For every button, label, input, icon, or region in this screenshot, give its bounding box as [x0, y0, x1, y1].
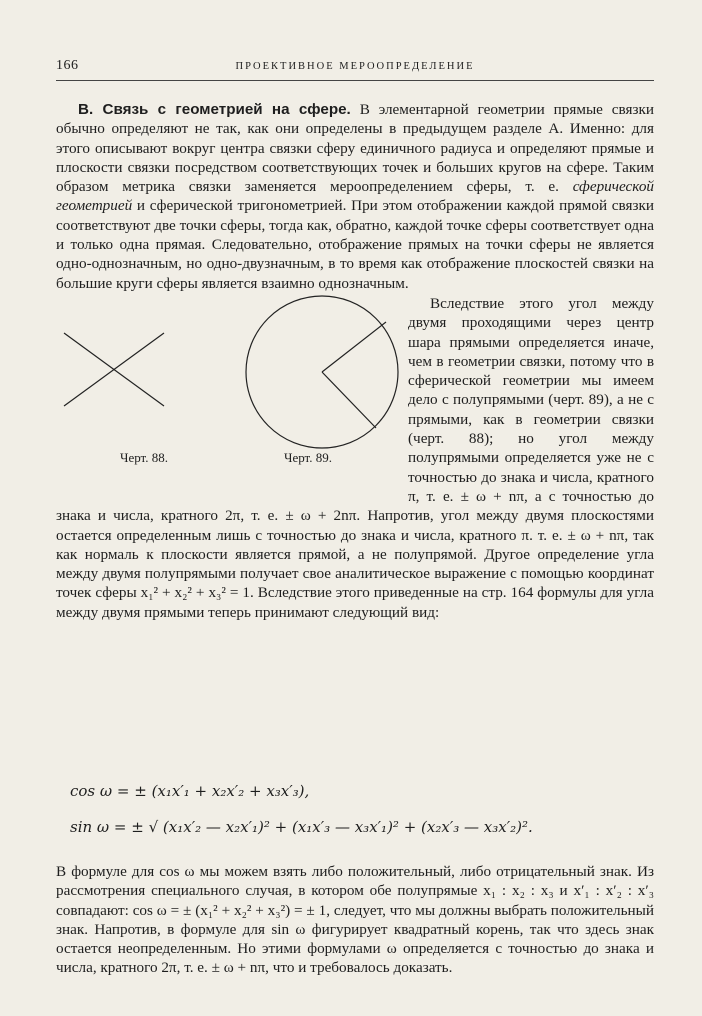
header-rule — [56, 80, 654, 81]
page-header — [56, 58, 654, 74]
caption-89: Черт. 89. — [284, 450, 333, 465]
formula-cos: cos ω = ± (x₁x′₁ + x₂x′₂ + x₃x′₃), — [70, 782, 310, 800]
closing-paragraph: В формуле для cos ω мы можем взять либо положительный, либо отрицательный знак. Из рассмотрения специального случая, в котором обе полупрямые x₁ : x₂ : x₃ и x′₁ : x′₂ : x′₃ совпадают: cos ω = ± (x₁² + x₂² + x₃²) = ± 1, следует, что мы должны выбрать положительный знак. Напротив, в формуле для sin ω фигурирует квадратный корень, так что здесь знак остается неопределенным. Но этими формулами ω определяется с точностью до знака и числа, кратного 2π, т. е. ± ω + nπ, что и требовалось доказать. — [56, 863, 654, 977]
section-intro-end: и сферической тригонометрией. При этом отображении каждой прямой связки соответствуют две точки сферы, тогда как, обратно, каждой точке сферы соответствует одна и только одна прямая. Следовательно, отображение прямых на точки сферы не является одно-однозначным, но одно-двузначным, в то время как отображение плоскостей связки на большие круги сферы является взаимно однозначным. — [56, 197, 655, 292]
italic-term: сферической геометрией — [56, 178, 655, 215]
body-text-region — [56, 294, 654, 764]
page-number: 166 — [56, 58, 79, 73]
caption-88: Черт. 88. — [120, 450, 169, 465]
section-paragraph — [56, 100, 654, 293]
formula-sin: sin ω = ± √ (x₁x′₂ — x₂x′₁)² + (x₁x′₃ — x₃x′₁)² + (x₂x′₃ — x₃x′₂)². — [70, 818, 533, 836]
section-intro: В элементарной геометрии прямые связки обычно определяют не так, как они определены в предыдущем разделе А. Именно: для этого описывают вокруг центра связки сферу единичного радиуса и определяют прямые и плоскости связки посредством соответствующих точек и больших кругов на сфере. Таким образом метрика связки заменяется мероопределением сферы, т. е. — [56, 101, 655, 196]
section-heading: В. Связь с геометрией на сфере. — [78, 101, 351, 118]
paragraph-2: Вследствие этого угол между двумя проходящими через центр шара прямыми определяется иначе, чем в геометрии связки, потому что в сферической геометрии мы имеем дело с полупрямыми (черт. 89), а не с прямыми, как в геометрии связки (черт. 88); но угол между полупрямыми определяется уже не с точностью до знака и числа, кратного π, т. е. ± ω + nπ, а с точностью до знака и числа, кратного 2π, т. е. ± ω + 2nπ. Напротив, угол между двумя плоскостями остается определенным лишь с точностью до знака и числа, кратного π. т. е. ± ω + nπ, так как нормаль к плоскости является прямой, а не полупрямой. Другое определение угла между двумя полупрямыми получает свое аналитическое выражение с помощью координат точек сферы x₁² + x₂² + x₃² = 1. Вследствие этого приведенные на стр. 164 формулы для угла между двумя прямыми теперь принимают следующий вид: — [56, 295, 654, 621]
running-title: ПРОЕКТИВНОЕ МЕРООПРЕДЕЛЕНИЕ — [235, 61, 475, 72]
